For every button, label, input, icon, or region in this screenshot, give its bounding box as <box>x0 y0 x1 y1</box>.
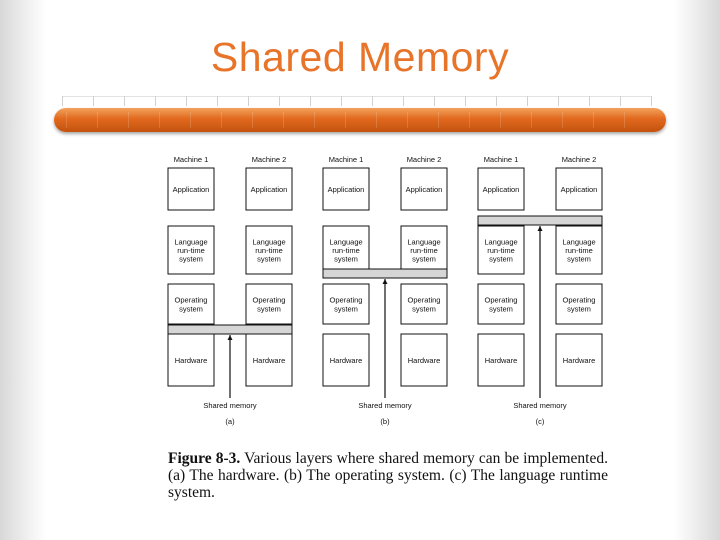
layer-label: Hardware <box>407 356 441 365</box>
layer-label: Language run-time system <box>252 237 286 264</box>
shared-memory-label: Shared memory <box>513 401 567 410</box>
slide-title: Shared Memory <box>210 34 510 80</box>
shared-memory-band <box>478 216 602 225</box>
layer-label: Application <box>560 185 598 194</box>
title-bar-texture <box>66 112 654 128</box>
caption-figure-ref: Figure 8-3. <box>168 450 241 467</box>
layer-label: Operating system <box>407 295 441 314</box>
arrow-head <box>383 279 388 284</box>
layer-label: Language run-time system <box>562 237 596 264</box>
layer-label: Operating system <box>562 295 596 314</box>
machine-header: Machine 2 <box>251 155 287 164</box>
right-edge-decoration <box>674 0 720 540</box>
layer-label: Operating system <box>484 295 518 314</box>
layer-label: Language run-time system <box>329 237 363 264</box>
layer-label: Hardware <box>484 356 518 365</box>
layer-label: Hardware <box>174 356 208 365</box>
layer-label: Application <box>250 185 288 194</box>
machine-header: Machine 1 <box>483 155 519 164</box>
layers-diagram <box>148 148 608 448</box>
layer-label: Operating system <box>329 295 363 314</box>
layer-label: Hardware <box>329 356 363 365</box>
layer-label: Language run-time system <box>407 237 441 264</box>
figure-caption <box>168 450 608 501</box>
arrow-head <box>538 226 543 231</box>
layer-label: Language run-time system <box>484 237 518 264</box>
layer-label: Application <box>327 185 365 194</box>
panel-label: (a) <box>225 417 235 426</box>
panel-label: (c) <box>535 417 545 426</box>
machine-header: Machine 1 <box>173 155 209 164</box>
layer-label: Language run-time system <box>174 237 208 264</box>
layer-label: Operating system <box>174 295 208 314</box>
caption-text: Various layers where shared memory can be implemented. (a) The hardware. (b) The operating system. (c) The language runtime system. <box>168 450 608 501</box>
shared-memory-label: Shared memory <box>358 401 412 410</box>
title-underline-grid <box>62 96 652 106</box>
shared-memory-band <box>168 325 292 334</box>
layer-label: Operating system <box>252 295 286 314</box>
machine-header: Machine 2 <box>561 155 597 164</box>
arrow-head <box>228 335 233 340</box>
machine-header: Machine 2 <box>406 155 442 164</box>
shared-memory-band <box>323 269 447 278</box>
machine-header: Machine 1 <box>328 155 364 164</box>
layer-label: Hardware <box>252 356 286 365</box>
layer-label: Application <box>405 185 443 194</box>
left-edge-decoration <box>0 0 46 540</box>
shared-memory-label: Shared memory <box>203 401 257 410</box>
layer-label: Hardware <box>562 356 596 365</box>
panel-label: (b) <box>380 417 390 426</box>
layer-label: Application <box>172 185 210 194</box>
layer-label: Application <box>482 185 520 194</box>
